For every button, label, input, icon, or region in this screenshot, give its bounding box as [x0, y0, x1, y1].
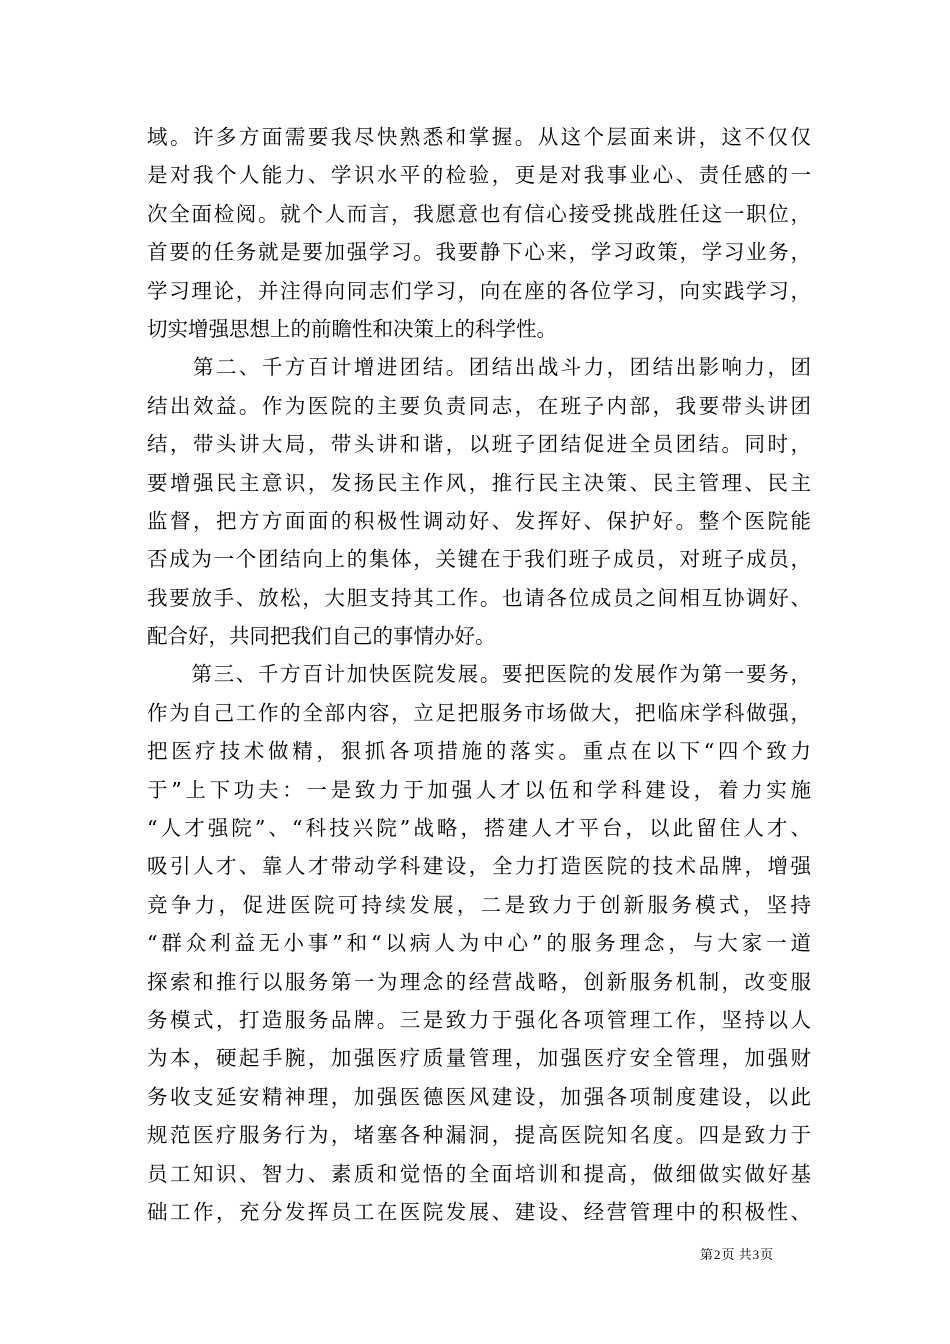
text-line: “群众利益无小事”和“以病人为中心”的服务理念，与大家一道	[147, 931, 811, 956]
footer-prefix: 第	[700, 1248, 714, 1263]
text-line: 础工作，充分发挥员工在医院发展、建设、经营管理中的积极性、	[147, 1199, 811, 1224]
text-line: 首要的任务就是要加强学习。我要静下心来，学习政策，学习业务，	[147, 240, 811, 265]
footer-middle: 页 共	[721, 1248, 752, 1263]
text-line: 员工知识、智力、素质和觉悟的全面培训和提高，做细做实做好基	[147, 1161, 811, 1186]
text-line: 配合好，共同把我们自己的事情办好。	[147, 624, 496, 649]
text-line: 规范医疗服务行为，堵塞各种漏洞，提高医院知名度。四是致力于	[147, 1123, 811, 1148]
text-line: 是对我个人能力、学识水平的检验，更是对我事业心、责任感的一	[147, 163, 811, 188]
text-line: 务模式，打造服务品牌。三是致力于强化各项管理工作，坚持以人	[147, 1007, 811, 1032]
text-line: 把医疗技术做精，狠抓各项措施的落实。重点在以下“四个致力	[147, 739, 811, 764]
footer-suffix: 页	[760, 1248, 774, 1263]
text-line: 务收支延安精神理，加强医德医风建设，加强各项制度建设，以此	[147, 1084, 811, 1109]
text-line: 作为自己工作的全部内容，立足把服务市场做大，把临床学科做强，	[147, 700, 811, 725]
text-line: 竞争力，促进医院可持续发展，二是致力于创新服务模式，坚持	[147, 892, 811, 917]
text-line: 结，带头讲大局，带头讲和谐，以班子团结促进全员团结。同时，	[147, 432, 811, 457]
body-text	[147, 118, 811, 1231]
text-line: “人才强院”、“科技兴院”战略，搭建人才平台，以此留住人才、	[147, 816, 811, 841]
text-line: 次全面检阅。就个人而言，我愿意也有信心接受挑战胜任这一职位，	[147, 201, 811, 226]
total-pages-number: 3	[752, 1247, 760, 1262]
text-line: 第三、千方百计加快医院发展。要把医院的发展作为第一要务，	[147, 662, 811, 687]
text-line: 为本，硬起手腕，加强医疗质量管理，加强医疗安全管理，加强财	[147, 1046, 811, 1071]
page-footer	[700, 1246, 820, 1265]
text-line: 切实增强思想上的前瞻性和决策上的科学性。	[147, 316, 557, 341]
text-line: 要增强民主意识，发扬民主作风，推行民主决策、民主管理、民主	[147, 470, 811, 495]
text-line: 探索和推行以服务第一为理念的经营战略，创新服务机制，改变服	[147, 969, 811, 994]
text-line: 结出效益。作为医院的主要负责同志，在班子内部，我要带头讲团	[147, 393, 811, 418]
text-line: 我要放手、放松，大胆支持其工作。也请各位成员之间相互协调好、	[147, 585, 811, 610]
text-line: 于”上下功夫：一是致力于加强人才以伍和学科建设，着力实施	[147, 777, 811, 802]
text-line: 否成为一个团结向上的集体，关键在于我们班子成员，对班子成员，	[147, 547, 811, 572]
text-line: 吸引人才、靠人才带动学科建设，全力打造医院的技术品牌，增强	[147, 854, 811, 879]
current-page-number: 2	[714, 1247, 721, 1262]
text-line: 域。许多方面需要我尽快熟悉和掌握。从这个层面来讲，这不仅仅	[147, 125, 811, 149]
text-line: 学习理论，并注得向同志们学习，向在座的各位学习，向实践学习，	[147, 278, 811, 303]
text-line: 第二、千方百计增进团结。团结出战斗力，团结出影响力，团	[147, 355, 811, 380]
text-line: 监督，把方方面面的积极性调动好、发挥好、保护好。整个医院能	[147, 508, 811, 533]
